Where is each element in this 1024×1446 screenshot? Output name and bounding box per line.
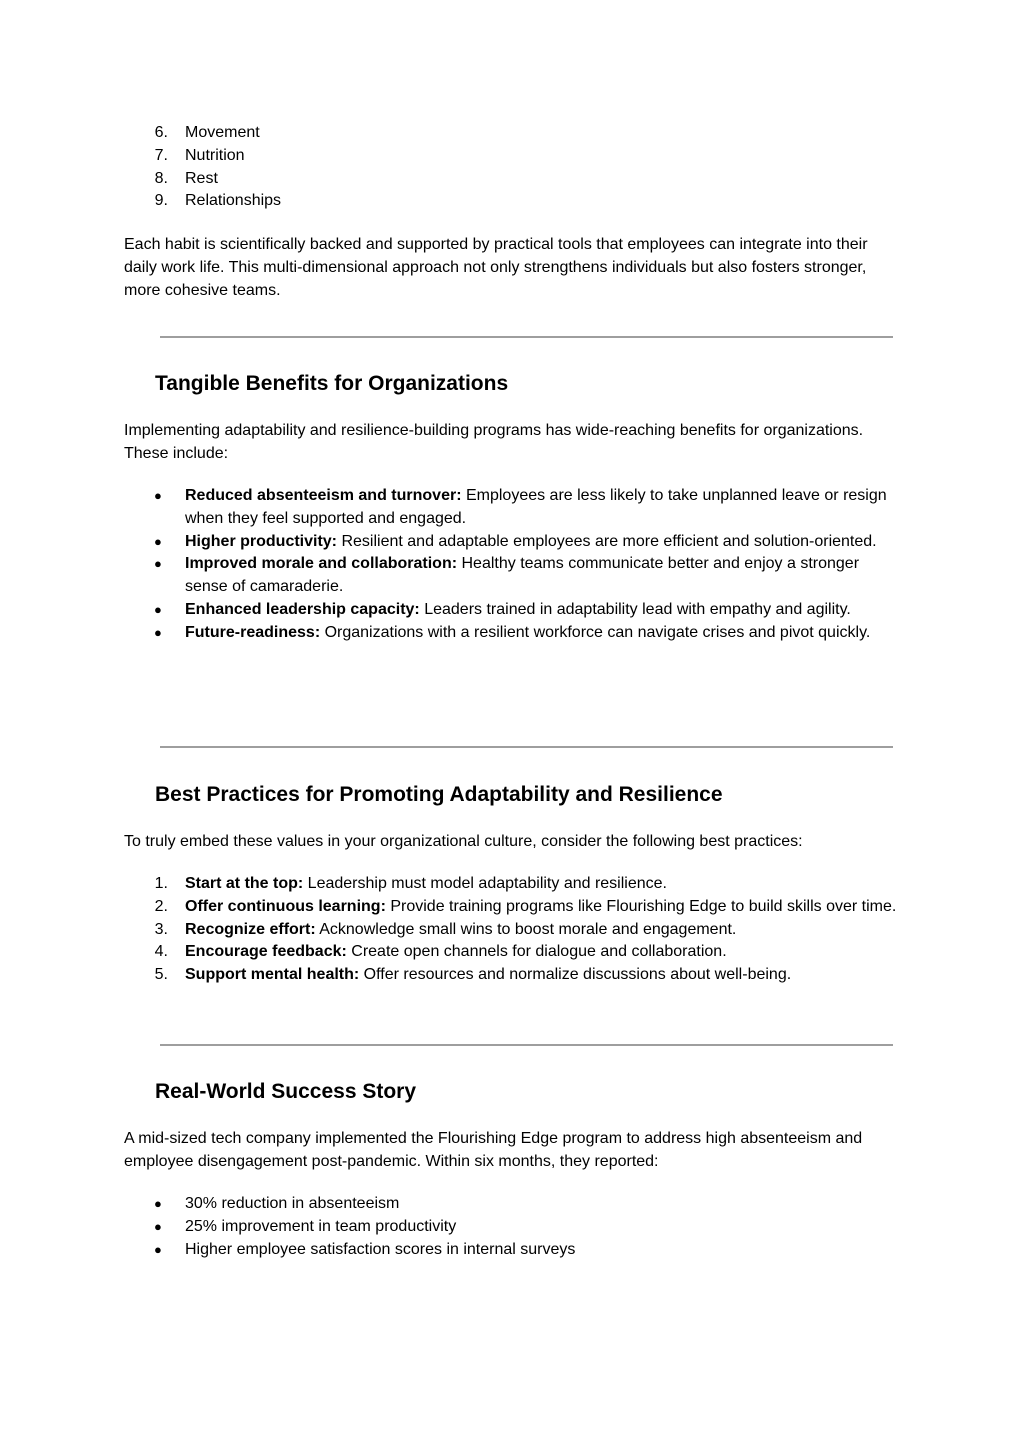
list-item-text: Higher employee satisfaction scores in internal surveys xyxy=(185,1240,576,1258)
list-item-text: 30% reduction in absenteeism xyxy=(185,1195,400,1212)
list-item xyxy=(0,1216,900,1239)
list-item-text xyxy=(185,919,900,942)
list-number: 6. xyxy=(154,124,168,141)
list-item xyxy=(0,145,900,168)
item-label: Future-readiness: xyxy=(185,623,321,641)
list-number: 4. xyxy=(154,943,168,961)
bullet-icon: ● xyxy=(154,601,162,617)
list-item-text: Relationships xyxy=(185,192,282,210)
list-number: 1. xyxy=(154,875,168,892)
list-item-text xyxy=(185,485,900,531)
list-item xyxy=(0,896,900,919)
list-item xyxy=(0,168,900,191)
list-item-text xyxy=(185,553,900,599)
practices-list xyxy=(0,873,900,987)
section-divider xyxy=(160,746,893,748)
list-item xyxy=(0,485,900,531)
list-item-text xyxy=(185,964,900,987)
item-label: Improved morale and collaboration: xyxy=(185,555,458,573)
bullet-icon: ● xyxy=(154,556,162,572)
benefits-list xyxy=(0,485,900,645)
item-description: Offer resources and normalize discussions about well-being. xyxy=(359,966,792,984)
bullet-icon: ● xyxy=(154,488,162,503)
list-item-text xyxy=(185,873,900,896)
item-description: Leaders trained in adaptability lead with empathy and agility. xyxy=(419,600,851,618)
item-label: Start at the top: xyxy=(185,875,304,892)
item-description: Create open channels for dialogue and collaboration. xyxy=(346,943,727,961)
list-number: 3. xyxy=(154,920,168,938)
list-item xyxy=(0,553,900,599)
list-item-text: 25% improvement in team productivity xyxy=(185,1217,457,1235)
bullet-icon: ● xyxy=(154,533,162,549)
section-divider xyxy=(160,1044,893,1046)
list-item xyxy=(0,919,900,942)
item-description: Organizations with a resilient workforce can navigate crises and pivot quickly. xyxy=(320,623,871,641)
habits-list xyxy=(0,122,900,213)
item-description: Healthy teams communicate better and enjoy a stronger sense of camaraderie. xyxy=(185,555,860,596)
list-item xyxy=(0,190,900,213)
section-divider xyxy=(160,336,893,338)
item-description: Resilient and adaptable employees are more efficient and solution-oriented. xyxy=(337,532,877,550)
list-item-text: Movement xyxy=(185,124,260,141)
item-description: Acknowledge small wins to boost morale and engagement. xyxy=(315,920,737,938)
story-intro: A mid-sized tech company implemented the Flourishing Edge program to address high absenteeism and employee disengagement post-pandemic. Within six months, they reported: xyxy=(124,1130,863,1170)
list-item xyxy=(0,1193,900,1216)
list-item-text xyxy=(185,896,900,919)
list-item xyxy=(0,964,900,987)
bullet-icon: ● xyxy=(154,1218,162,1234)
story-heading: Real-World Success Story xyxy=(155,1080,417,1103)
list-item xyxy=(0,873,900,896)
list-number: 7. xyxy=(154,146,168,164)
item-description: Leadership must model adaptability and resilience. xyxy=(303,875,667,892)
item-label: Higher productivity: xyxy=(185,532,338,550)
list-item-text xyxy=(185,941,900,964)
list-number: 9. xyxy=(154,192,168,210)
bullet-icon: ● xyxy=(154,1241,162,1257)
list-item-text xyxy=(185,531,900,554)
list-item-text: Nutrition xyxy=(185,146,245,164)
list-item xyxy=(0,531,900,554)
list-item xyxy=(0,122,900,145)
list-item xyxy=(0,1239,900,1262)
list-number: 8. xyxy=(154,169,168,187)
benefits-intro: Implementing adaptability and resilience-building programs has wide-reaching benefits for organizations. These include: xyxy=(124,422,864,462)
benefits-heading: Tangible Benefits for Organizations xyxy=(155,372,509,395)
story-results-list xyxy=(0,1193,900,1261)
item-label: Reduced absenteeism and turnover: xyxy=(185,487,462,504)
bullet-icon: ● xyxy=(154,624,162,640)
list-item-text xyxy=(185,599,900,622)
item-label: Offer continuous learning: xyxy=(185,897,386,915)
list-item-text: Rest xyxy=(185,169,218,187)
item-label: Encourage feedback: xyxy=(185,943,347,961)
habits-paragraph: Each habit is scientifically backed and supported by practical tools that employees can integrate into their daily work life. This multi-dimensional approach not only strengthens individuals but also fosters stronger, more cohesive teams. xyxy=(124,236,868,299)
item-label: Recognize effort: xyxy=(185,920,316,938)
bullet-icon: ● xyxy=(154,1196,162,1211)
practices-heading: Best Practices for Promoting Adaptability and Resilience xyxy=(155,783,723,806)
list-item xyxy=(0,622,900,645)
item-label: Enhanced leadership capacity: xyxy=(185,600,420,618)
list-item xyxy=(0,941,900,964)
list-number: 5. xyxy=(154,966,168,984)
list-item xyxy=(0,599,900,622)
item-label: Support mental health: xyxy=(185,966,360,984)
item-description: Provide training programs like Flourishing Edge to build skills over time. xyxy=(385,897,897,915)
practices-intro: To truly embed these values in your organizational culture, consider the following best practices: xyxy=(124,833,803,850)
item-description: Employees are less likely to take unplanned leave or resign when they feel supported and engaged. xyxy=(185,487,887,527)
list-item-text xyxy=(185,622,900,645)
list-number: 2. xyxy=(154,897,168,915)
